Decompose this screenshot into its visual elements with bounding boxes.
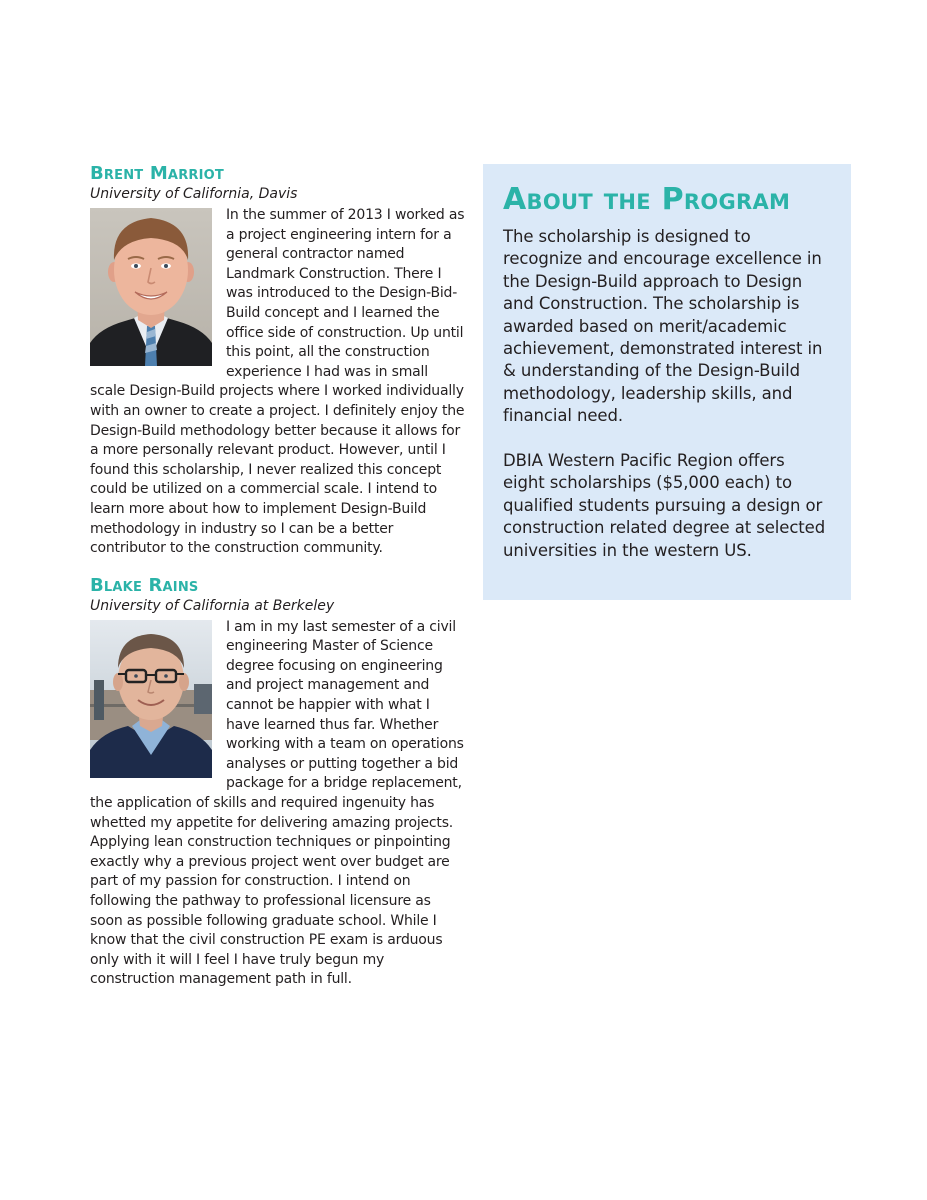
profile-school: University of California at Berkeley [90,597,335,614]
profile-brent-marriot [90,163,465,559]
profile-bio: In the summer of 2013 I worked as a project engineering intern for a general contractor named Landmark Construction. There I was introduced to the Design-Bid-Build concept and I learned the office side of construction. Up until this point, all the construction experience I had was in small scale Design-Build projects where I worked individually with an owner to create a project. I definitely enjoy the Design-Build methodology better because it allows for a more personally relevant product. However, until I found this scholarship, I never realized this concept could be utilized on a commercial scale. I intend to learn more about how to implement Design-Build methodology in industry so I can be a better contributor to the construction community. [90,207,465,557]
profile-name: Blake Rains [90,574,199,596]
about-paragraph: DBIA Western Pacific Region offers eight scholarships ($5,000 each) to qualified students pursuing a design or construction related degree at selected universities in the western US. [503,451,826,560]
about-program-box [483,164,851,600]
profile-name: Brent Marriot [90,163,224,184]
about-title: About the Program [503,182,791,217]
profile-photo [90,208,212,366]
about-paragraph: The scholarship is designed to recognize and encourage excellence in the Design-Build approach to Design and Construction. The scholarship is awarded based on merit/academic achievement, demonstrated interest in & understanding of the Design-Build methodology, leadership skills, and financial need. [503,227,823,426]
profile-school: University of California, Davis [90,186,298,202]
profile-blake-rains [90,575,465,990]
profiles-column [90,163,465,990]
profile-bio: I am in my last semester of a civil engineering Master of Science degree focusing on engineering and project management and cannot be happier with what I have learned thus far. Whether working with a team on operations analyses or putting together a bid package for a bridge replacement, the application of skills and required ingenuity has whetted my appetite for delivering amazing projects. Applying lean construction techniques or pinpointing exactly why a previous project went over budget are part of my passion for construction. I intend on following the pathway to professional licensure as soon as possible following graduate school. While I know that the civil construction PE exam is arduous only with it will I feel I have truly begun my construction management path in full. [90,618,464,988]
profile-photo [90,620,212,778]
